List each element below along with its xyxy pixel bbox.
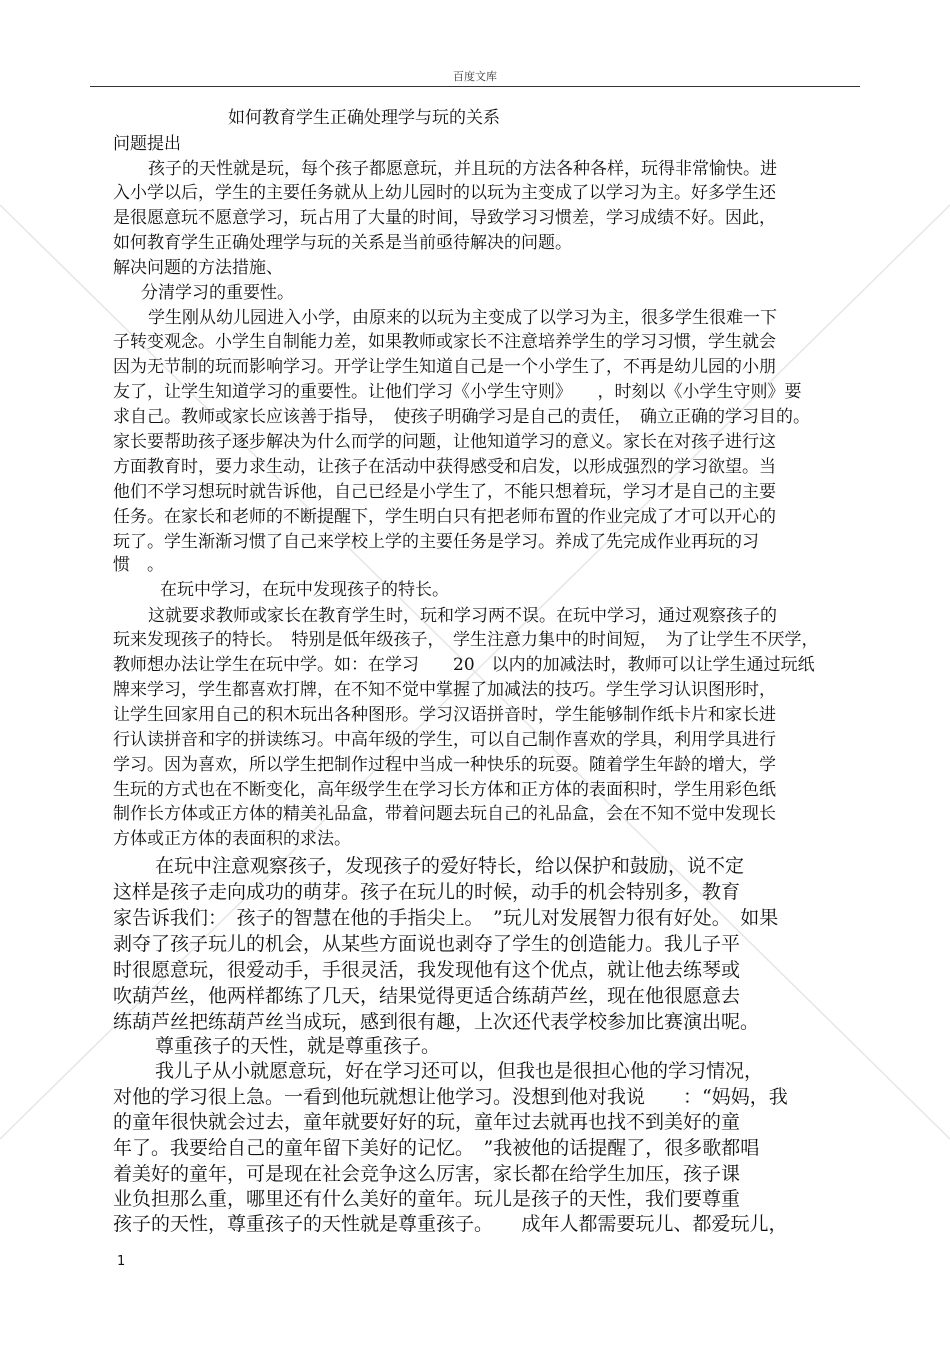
text-line: 教师想办法让学生在玩中学。如：在学习 20 以内的加减法时，教师可以让学生通过玩纸 bbox=[113, 655, 815, 675]
document-title: 如何教育学生正确处理学与玩的关系 bbox=[228, 108, 500, 128]
header-divider bbox=[90, 86, 860, 87]
subsection-heading: 在玩中学习，在玩中发现孩子的特长。 bbox=[160, 580, 449, 600]
text-line: 业负担那么重，哪里还有什么美好的童年。玩儿是孩子的天性，我们要尊重 bbox=[113, 1188, 741, 1210]
subsection-heading: 分清学习的重要性。 bbox=[141, 283, 294, 303]
text-line: 剥夺了孩子玩儿的机会，从某些方面说也剥夺了学生的创造能力。我儿子平 bbox=[113, 933, 741, 955]
text-line: 任务。在家长和老师的不断提醒下，学生明白只有把老师布置的作业完成了才可以开心的 bbox=[113, 507, 776, 527]
section-heading: 问题提出 bbox=[113, 134, 181, 154]
header-source-label: 百度文库 bbox=[453, 70, 497, 83]
text-line: 牌来学习，学生都喜欢打牌，在不知不觉中掌握了加减法的技巧。学生学习认识图形时， bbox=[113, 680, 776, 700]
text-line: 友了，让学生知道学习的重要性。让他们学习《小学生守则》 ，时刻以《小学生守则》要 bbox=[113, 382, 802, 402]
text-line: 玩来发现孩子的特长。 特别是低年级孩子， 学生注意力集中的时间短， 为了让学生不厌学， bbox=[113, 630, 819, 650]
text-line: 方面教育时，要力求生动，让孩子在活动中获得感受和启发，以形成强烈的学习欲望。当 bbox=[113, 457, 776, 477]
text-line: 的童年很快就会过去，童年就要好好的玩，童年过去就再也找不到美好的童 bbox=[113, 1111, 741, 1133]
text-line: 吹葫芦丝，他两样都练了几天，结果觉得更适合练葫芦丝，现在他很愿意去 bbox=[113, 985, 741, 1007]
text-line: 家长要帮助孩子逐步解决为什么而学的问题，让他知道学习的意义。家长在对孩子进行这 bbox=[113, 432, 776, 452]
text-line: 家告诉我们： 孩子的智慧在他的手指尖上。 ”玩儿对发展智力很有好处。 如果 bbox=[113, 907, 779, 929]
text-line: 如何教育学生正确处理学与玩的关系是当前亟待解决的问题。 bbox=[113, 233, 572, 253]
subsection-heading: 尊重孩子的天性，就是尊重孩子。 bbox=[155, 1035, 441, 1057]
text-line: 孩子的天性就是玩，每个孩子都愿意玩，并且玩的方法各种各样，玩得非常愉快。进 bbox=[148, 159, 777, 179]
text-line: 是很愿意玩不愿意学习，玩占用了大量的时间，导致学习习惯差，学习成绩不好。因此， bbox=[113, 208, 776, 228]
text-line: 让学生回家用自己的积木玩出各种图形。学习汉语拼音时，学生能够制作纸卡片和家长进 bbox=[113, 705, 776, 725]
text-line: 学习。因为喜欢，所以学生把制作过程中当成一种快乐的玩耍。随着学生年龄的增大，学 bbox=[113, 755, 776, 775]
text-line: 在玩中注意观察孩子，发现孩子的爱好特长，给以保护和鼓励，说不定 bbox=[155, 855, 745, 877]
text-line: 子转变观念。小学生自制能力差，如果教师或家长不注意培养学生的学习习惯，学生就会 bbox=[113, 332, 776, 352]
text-line: 我儿子从小就愿意玩，好在学习还可以，但我也是很担心他的学习情况， bbox=[155, 1060, 764, 1082]
text-line: 年了。我要给自己的童年留下美好的记忆。 ”我被他的话提醒了，很多歌都唱 bbox=[113, 1137, 760, 1159]
text-line: 练葫芦丝把练葫芦丝当成玩，感到很有趣，上次还代表学校参加比赛演出呢。 bbox=[113, 1011, 760, 1033]
text-line: 制作长方体或正方体的精美礼品盒，带着问题去玩自己的礼品盒，会在不知不觉中发现长 bbox=[113, 804, 776, 824]
text-line: 行认读拼音和字的拼读练习。中高年级的学生，可以自己制作喜欢的学具，利用学具进行 bbox=[113, 730, 776, 750]
text-line: 他们不学习想玩时就告诉他，自己已经是小学生了，不能只想着玩，学习才是自己的主要 bbox=[113, 482, 776, 502]
text-line: 玩了。学生渐渐习惯了自己来学校上学的主要任务是学习。养成了先完成作业再玩的习 bbox=[113, 532, 759, 552]
text-line: 惯 。 bbox=[113, 555, 164, 575]
text-line: 方体或正方体的表面积的求法。 bbox=[113, 829, 351, 849]
text-line: 对他的学习很上急。一看到他玩就想让他学习。没想到他对我说 ：“妈妈，我 bbox=[113, 1086, 788, 1108]
text-line: 生玩的方式也在不断变化，高年级学生在学习长方体和正方体的表面积时，学生用彩色纸 bbox=[113, 780, 776, 800]
text-line: 着美好的童年，可是现在社会竞争这么厉害，家长都在给学生加压，孩子课 bbox=[113, 1163, 741, 1185]
page-number: 1 bbox=[117, 1254, 126, 1269]
text-line: 学生刚从幼儿园进入小学，由原来的以玩为主变成了以学习为主，很多学生很难一下 bbox=[148, 308, 777, 328]
text-line: 因为无节制的玩而影响学习。开学让学生知道自己是一个小学生了，不再是幼儿园的小朋 bbox=[113, 357, 776, 377]
text-line: 孩子的天性，尊重孩子的天性就是尊重孩子。 成年人都需要玩儿、都爱玩儿， bbox=[113, 1213, 788, 1235]
text-line: 这样是孩子走向成功的萌芽。孩子在玩儿的时候，动手的机会特别多，教育 bbox=[113, 881, 741, 903]
section-heading: 解决问题的方法措施、 bbox=[113, 258, 283, 278]
text-line: 这就要求教师或家长在教育学生时，玩和学习两不误。在玩中学习，通过观察孩子的 bbox=[148, 606, 777, 626]
text-line: 入小学以后，学生的主要任务就从上幼儿园时的以玩为主变成了以学习为主。好多学生还 bbox=[113, 183, 776, 203]
text-line: 求自己。教师或家长应该善于指导， 使孩子明确学习是自己的责任， 确立正确的学习目的。 bbox=[113, 407, 810, 427]
text-line: 时很愿意玩，很爱动手，手很灵活，我发现他有这个优点，就让他去练琴或 bbox=[113, 959, 741, 981]
